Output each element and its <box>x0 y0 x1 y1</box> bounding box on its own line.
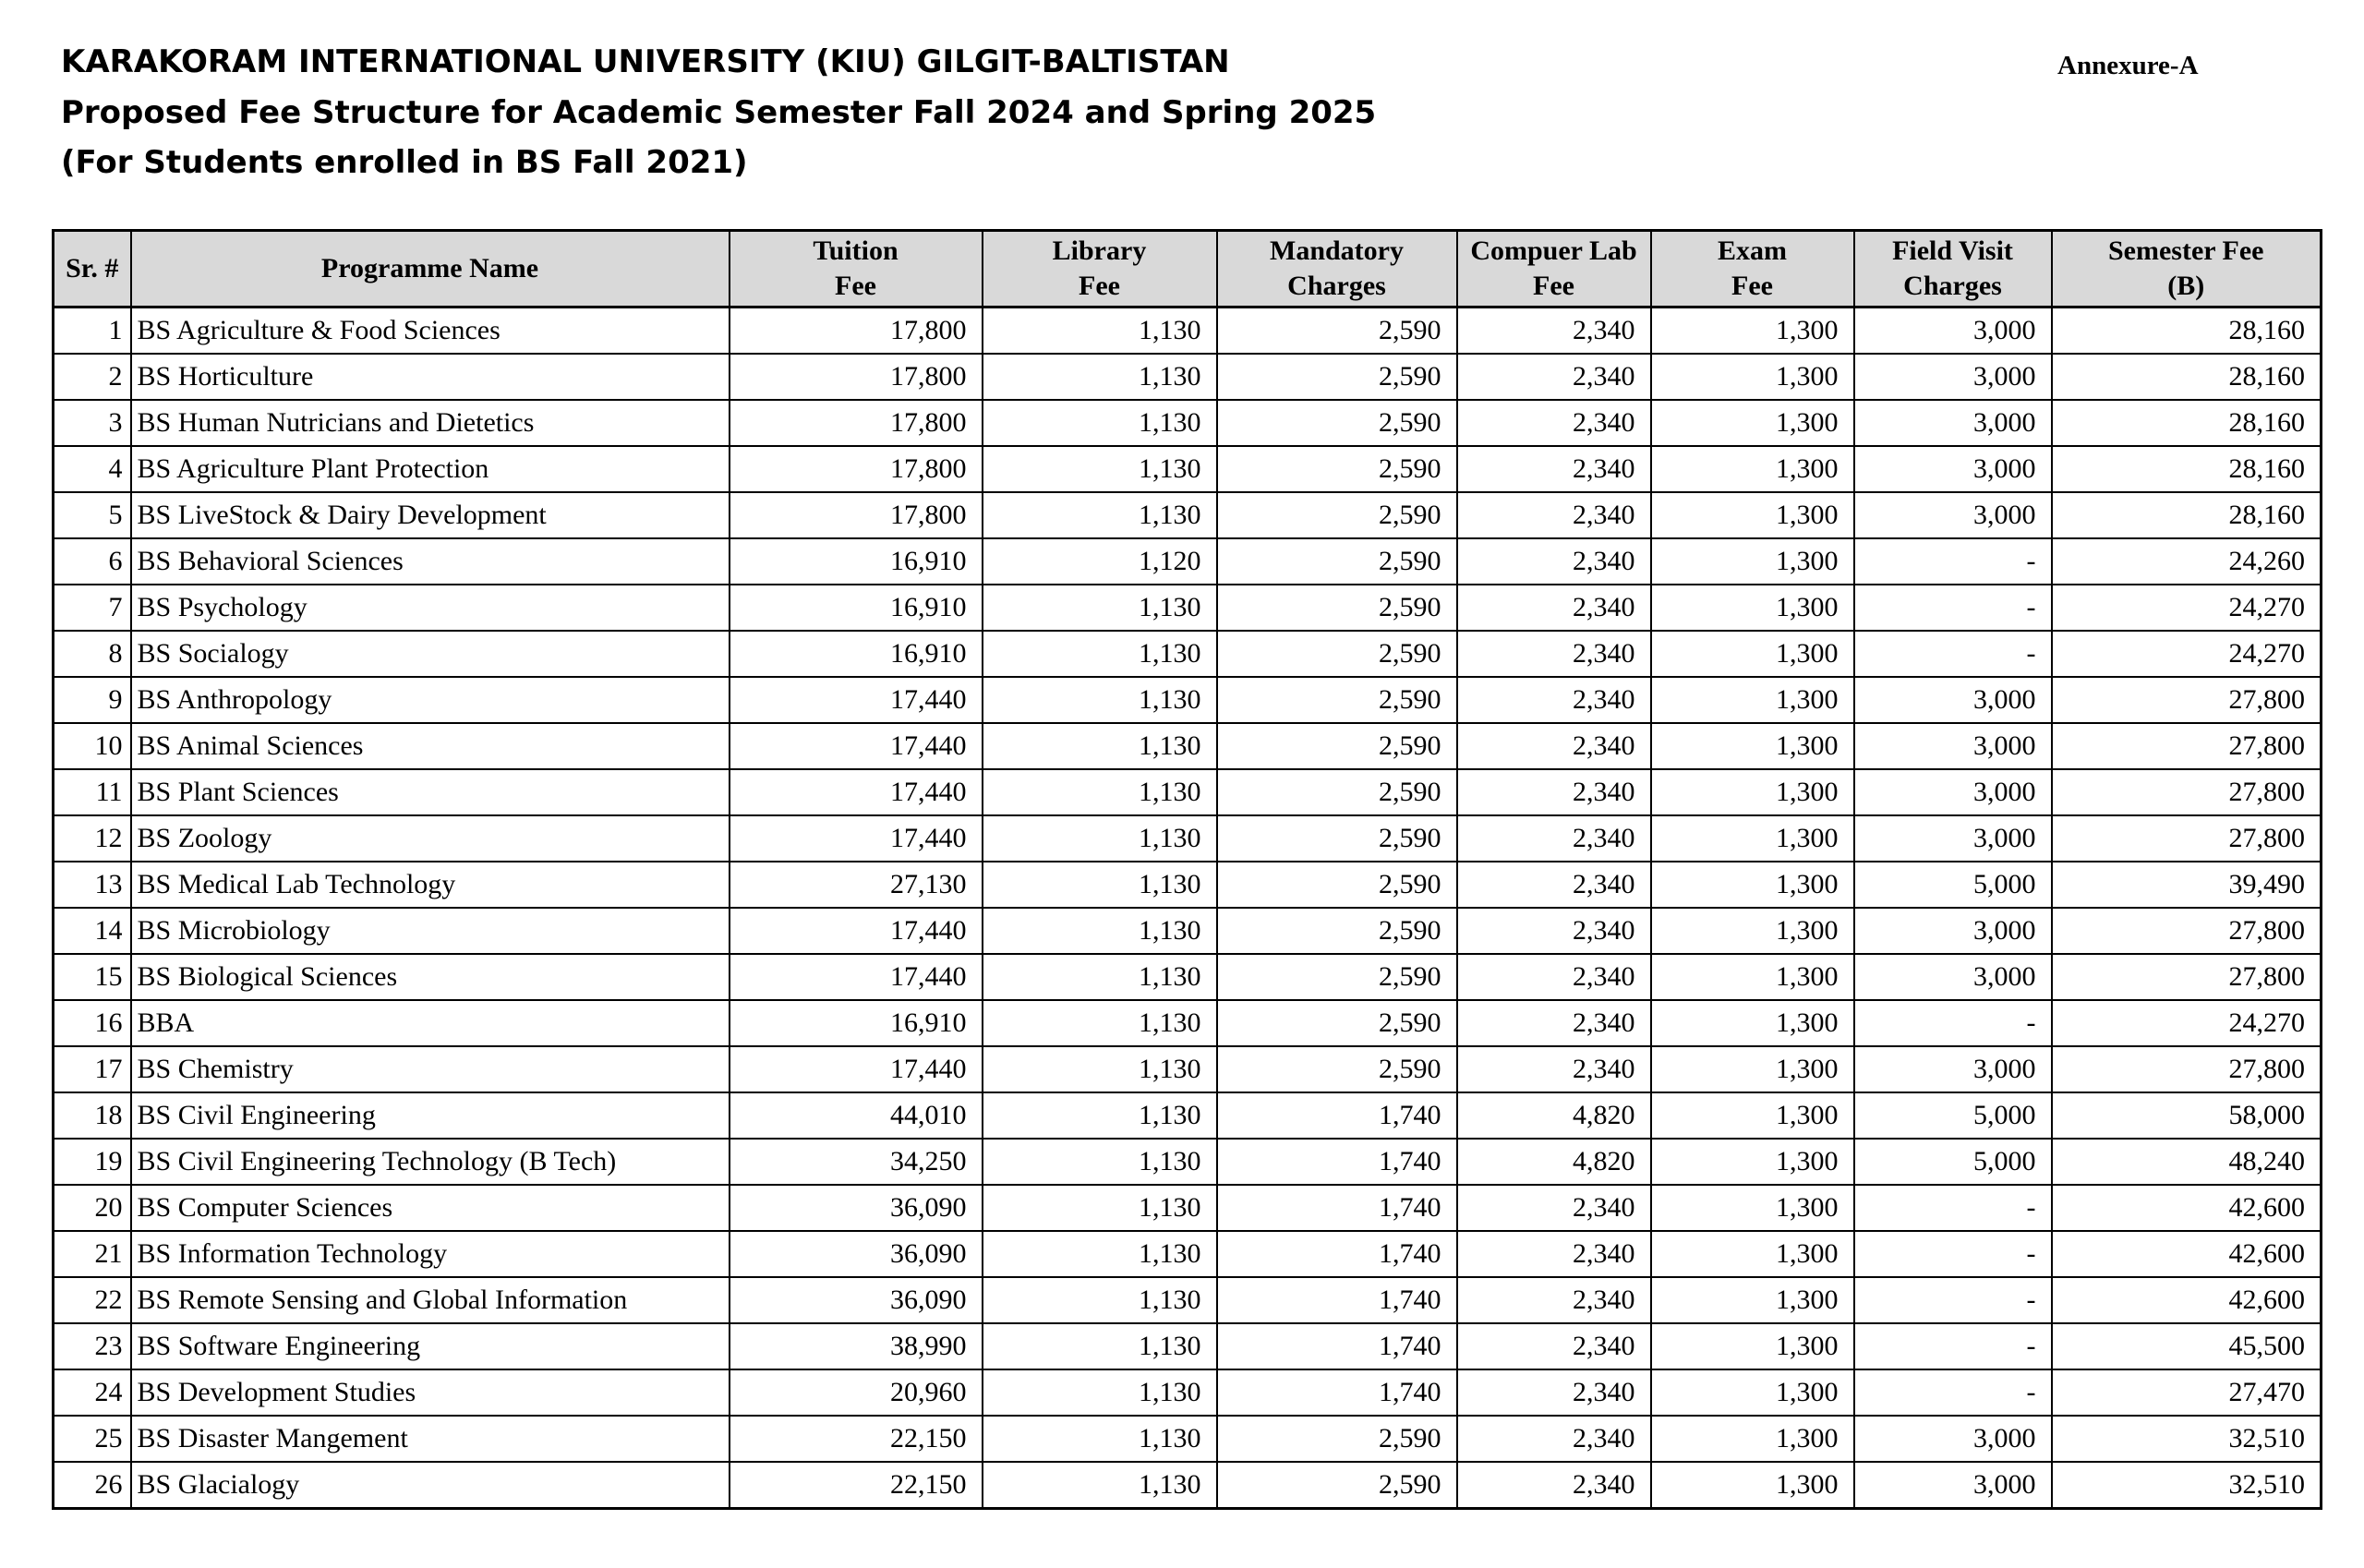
mandatory-charges-cell: 1,740 <box>1217 1092 1457 1139</box>
semester-fee-cell: 27,800 <box>2052 677 2322 723</box>
tuition-fee-cell: 22,150 <box>730 1416 983 1462</box>
field-visit-charges-cell: - <box>1854 631 2052 677</box>
library-fee-cell: 1,130 <box>983 1046 1217 1092</box>
library-fee-cell: 1,130 <box>983 1092 1217 1139</box>
column-header-line: Programme Name <box>320 253 539 283</box>
field-visit-charges-cell: - <box>1854 1323 2052 1369</box>
computer-lab-fee-cell: 2,340 <box>1457 677 1651 723</box>
tuition-fee-cell: 36,090 <box>730 1185 983 1231</box>
mandatory-charges-cell: 2,590 <box>1217 446 1457 492</box>
mandatory-charges-cell: 2,590 <box>1217 538 1457 585</box>
semester-fee-cell: 27,800 <box>2052 954 2322 1000</box>
exam-fee-cell: 1,300 <box>1651 723 1854 769</box>
library-fee-cell: 1,130 <box>983 954 1217 1000</box>
tuition-fee-cell: 17,440 <box>730 1046 983 1092</box>
tuition-fee-cell: 17,440 <box>730 954 983 1000</box>
mandatory-charges-cell: 2,590 <box>1217 862 1457 908</box>
tuition-fee-cell: 17,800 <box>730 308 983 355</box>
programme-name-cell: BS Plant Sciences <box>131 769 730 815</box>
tuition-fee-cell: 16,910 <box>730 538 983 585</box>
document-note: (For Students enrolled in BS Fall 2021) <box>61 144 748 181</box>
semester-fee-cell: 32,510 <box>2052 1462 2322 1509</box>
mandatory-charges-cell: 2,590 <box>1217 400 1457 446</box>
column-header-line: Semester Fee <box>2107 235 2264 266</box>
computer-lab-fee-cell: 2,340 <box>1457 1462 1651 1509</box>
semester-fee-cell: 28,160 <box>2052 354 2322 400</box>
library-fee-cell: 1,130 <box>983 631 1217 677</box>
mandatory-charges-cell: 2,590 <box>1217 908 1457 954</box>
column-header-line: (B) <box>2167 271 2205 301</box>
tuition-fee-cell: 36,090 <box>730 1231 983 1277</box>
sr-cell: 12 <box>54 815 131 862</box>
computer-lab-fee-cell: 2,340 <box>1457 354 1651 400</box>
tuition-fee-cell: 17,440 <box>730 769 983 815</box>
sr-cell: 18 <box>54 1092 131 1139</box>
semester-fee-cell: 28,160 <box>2052 492 2322 538</box>
column-header-mandatory <box>1217 231 1457 308</box>
semester-fee-cell: 42,600 <box>2052 1231 2322 1277</box>
tuition-fee-cell: 44,010 <box>730 1092 983 1139</box>
table-row <box>54 1046 2322 1092</box>
exam-fee-cell: 1,300 <box>1651 585 1854 631</box>
table-row <box>54 631 2322 677</box>
programme-name-cell: BS LiveStock & Dairy Development <box>131 492 730 538</box>
programme-name-cell: BS Horticulture <box>131 354 730 400</box>
computer-lab-fee-cell: 2,340 <box>1457 538 1651 585</box>
library-fee-cell: 1,130 <box>983 354 1217 400</box>
computer-lab-fee-cell: 4,820 <box>1457 1139 1651 1185</box>
programme-name-cell: BS Microbiology <box>131 908 730 954</box>
semester-fee-cell: 28,160 <box>2052 400 2322 446</box>
mandatory-charges-cell: 2,590 <box>1217 815 1457 862</box>
column-header-line: Charges <box>1287 271 1386 301</box>
table-row <box>54 723 2322 769</box>
semester-fee-cell: 27,800 <box>2052 1046 2322 1092</box>
mandatory-charges-cell: 2,590 <box>1217 769 1457 815</box>
tuition-fee-cell: 17,800 <box>730 354 983 400</box>
column-header-line: Fee <box>1533 271 1574 301</box>
library-fee-cell: 1,130 <box>983 1231 1217 1277</box>
column-header-line: Charges <box>1903 271 2002 301</box>
column-header-line: Fee <box>1079 271 1120 301</box>
library-fee-cell: 1,130 <box>983 400 1217 446</box>
sr-cell: 14 <box>54 908 131 954</box>
table-row <box>54 815 2322 862</box>
column-header-exam <box>1651 231 1854 308</box>
sr-cell: 23 <box>54 1323 131 1369</box>
computer-lab-fee-cell: 2,340 <box>1457 308 1651 355</box>
semester-fee-cell: 27,800 <box>2052 769 2322 815</box>
computer-lab-fee-cell: 2,340 <box>1457 815 1651 862</box>
tuition-fee-cell: 17,440 <box>730 677 983 723</box>
sr-cell: 13 <box>54 862 131 908</box>
tuition-fee-cell: 16,910 <box>730 1000 983 1046</box>
table-row <box>54 492 2322 538</box>
field-visit-charges-cell: - <box>1854 585 2052 631</box>
library-fee-cell: 1,130 <box>983 1323 1217 1369</box>
programme-name-cell: BS Human Nutricians and Dietetics <box>131 400 730 446</box>
exam-fee-cell: 1,300 <box>1651 446 1854 492</box>
document-title: KARAKORAM INTERNATIONAL UNIVERSITY (KIU) GILGIT-BALTISTAN <box>61 43 1230 80</box>
programme-name-cell: BS Development Studies <box>131 1369 730 1416</box>
exam-fee-cell: 1,300 <box>1651 815 1854 862</box>
computer-lab-fee-cell: 2,340 <box>1457 585 1651 631</box>
library-fee-cell: 1,130 <box>983 1369 1217 1416</box>
field-visit-charges-cell: 3,000 <box>1854 400 2052 446</box>
column-header-semester-fee <box>2052 231 2322 308</box>
field-visit-charges-cell: 3,000 <box>1854 492 2052 538</box>
semester-fee-cell: 27,800 <box>2052 908 2322 954</box>
computer-lab-fee-cell: 2,340 <box>1457 631 1651 677</box>
semester-fee-cell: 27,470 <box>2052 1369 2322 1416</box>
sr-cell: 3 <box>54 400 131 446</box>
mandatory-charges-cell: 2,590 <box>1217 954 1457 1000</box>
table-row <box>54 908 2322 954</box>
table-row <box>54 954 2322 1000</box>
sr-cell: 8 <box>54 631 131 677</box>
library-fee-cell: 1,120 <box>983 538 1217 585</box>
exam-fee-cell: 1,300 <box>1651 908 1854 954</box>
field-visit-charges-cell: 5,000 <box>1854 1139 2052 1185</box>
computer-lab-fee-cell: 2,340 <box>1457 1369 1651 1416</box>
table-row <box>54 1462 2322 1509</box>
field-visit-charges-cell: 3,000 <box>1854 908 2052 954</box>
tuition-fee-cell: 27,130 <box>730 862 983 908</box>
exam-fee-cell: 1,300 <box>1651 1277 1854 1323</box>
tuition-fee-cell: 17,440 <box>730 908 983 954</box>
library-fee-cell: 1,130 <box>983 815 1217 862</box>
library-fee-cell: 1,130 <box>983 908 1217 954</box>
table-row <box>54 446 2322 492</box>
tuition-fee-cell: 17,440 <box>730 723 983 769</box>
mandatory-charges-cell: 2,590 <box>1217 1046 1457 1092</box>
tuition-fee-cell: 16,910 <box>730 585 983 631</box>
sr-cell: 21 <box>54 1231 131 1277</box>
column-header-field-visit <box>1854 231 2052 308</box>
sr-cell: 7 <box>54 585 131 631</box>
exam-fee-cell: 1,300 <box>1651 1000 1854 1046</box>
mandatory-charges-cell: 2,590 <box>1217 1462 1457 1509</box>
mandatory-charges-cell: 2,590 <box>1217 308 1457 355</box>
programme-name-cell: BS Behavioral Sciences <box>131 538 730 585</box>
table-row <box>54 400 2322 446</box>
column-header-tuition <box>730 231 983 308</box>
exam-fee-cell: 1,300 <box>1651 1185 1854 1231</box>
mandatory-charges-cell: 1,740 <box>1217 1231 1457 1277</box>
semester-fee-cell: 24,270 <box>2052 1000 2322 1046</box>
programme-name-cell: BS Disaster Mangement <box>131 1416 730 1462</box>
table-row <box>54 1231 2322 1277</box>
field-visit-charges-cell: 3,000 <box>1854 769 2052 815</box>
semester-fee-cell: 28,160 <box>2052 308 2322 355</box>
library-fee-cell: 1,130 <box>983 677 1217 723</box>
table-row <box>54 585 2322 631</box>
programme-name-cell: BS Civil Engineering Technology (B Tech) <box>131 1139 730 1185</box>
mandatory-charges-cell: 1,740 <box>1217 1277 1457 1323</box>
table-row <box>54 1092 2322 1139</box>
library-fee-cell: 1,130 <box>983 1185 1217 1231</box>
table-row <box>54 1277 2322 1323</box>
mandatory-charges-cell: 1,740 <box>1217 1185 1457 1231</box>
column-header-line: Library <box>1052 235 1147 266</box>
mandatory-charges-cell: 1,740 <box>1217 1323 1457 1369</box>
computer-lab-fee-cell: 2,340 <box>1457 1277 1651 1323</box>
tuition-fee-cell: 17,440 <box>730 815 983 862</box>
sr-cell: 15 <box>54 954 131 1000</box>
computer-lab-fee-cell: 2,340 <box>1457 446 1651 492</box>
sr-cell: 24 <box>54 1369 131 1416</box>
semester-fee-cell: 48,240 <box>2052 1139 2322 1185</box>
mandatory-charges-cell: 1,740 <box>1217 1369 1457 1416</box>
table-row <box>54 1185 2322 1231</box>
semester-fee-cell: 45,500 <box>2052 1323 2322 1369</box>
exam-fee-cell: 1,300 <box>1651 1369 1854 1416</box>
semester-fee-cell: 28,160 <box>2052 446 2322 492</box>
table-row <box>54 1416 2322 1462</box>
field-visit-charges-cell: 3,000 <box>1854 354 2052 400</box>
column-header-library <box>983 231 1217 308</box>
mandatory-charges-cell: 2,590 <box>1217 723 1457 769</box>
exam-fee-cell: 1,300 <box>1651 631 1854 677</box>
semester-fee-cell: 39,490 <box>2052 862 2322 908</box>
computer-lab-fee-cell: 2,340 <box>1457 1416 1651 1462</box>
field-visit-charges-cell: 3,000 <box>1854 446 2052 492</box>
exam-fee-cell: 1,300 <box>1651 308 1854 355</box>
computer-lab-fee-cell: 2,340 <box>1457 1185 1651 1231</box>
field-visit-charges-cell: 3,000 <box>1854 815 2052 862</box>
programme-name-cell: BS Information Technology <box>131 1231 730 1277</box>
exam-fee-cell: 1,300 <box>1651 1323 1854 1369</box>
semester-fee-cell: 24,270 <box>2052 585 2322 631</box>
library-fee-cell: 1,130 <box>983 769 1217 815</box>
exam-fee-cell: 1,300 <box>1651 1046 1854 1092</box>
fee-structure-table <box>52 229 2322 1510</box>
exam-fee-cell: 1,300 <box>1651 1462 1854 1509</box>
library-fee-cell: 1,130 <box>983 1277 1217 1323</box>
table-row <box>54 538 2322 585</box>
field-visit-charges-cell: 3,000 <box>1854 1416 2052 1462</box>
semester-fee-cell: 27,800 <box>2052 723 2322 769</box>
field-visit-charges-cell: 3,000 <box>1854 723 2052 769</box>
field-visit-charges-cell: 5,000 <box>1854 862 2052 908</box>
field-visit-charges-cell: 3,000 <box>1854 308 2052 355</box>
computer-lab-fee-cell: 2,340 <box>1457 492 1651 538</box>
library-fee-cell: 1,130 <box>983 1139 1217 1185</box>
table-row <box>54 769 2322 815</box>
computer-lab-fee-cell: 2,340 <box>1457 1323 1651 1369</box>
exam-fee-cell: 1,300 <box>1651 677 1854 723</box>
sr-cell: 2 <box>54 354 131 400</box>
library-fee-cell: 1,130 <box>983 1000 1217 1046</box>
sr-cell: 19 <box>54 1139 131 1185</box>
mandatory-charges-cell: 2,590 <box>1217 1000 1457 1046</box>
field-visit-charges-cell: 5,000 <box>1854 1092 2052 1139</box>
annexure-label: Annexure-A <box>2057 51 2199 80</box>
field-visit-charges-cell: - <box>1854 1369 2052 1416</box>
sr-cell: 5 <box>54 492 131 538</box>
sr-cell: 22 <box>54 1277 131 1323</box>
column-header-line: Fee <box>835 271 876 301</box>
library-fee-cell: 1,130 <box>983 446 1217 492</box>
table-header-row <box>54 231 2322 308</box>
sr-cell: 4 <box>54 446 131 492</box>
column-header-line: Mandatory <box>1270 235 1404 266</box>
computer-lab-fee-cell: 2,340 <box>1457 400 1651 446</box>
tuition-fee-cell: 17,800 <box>730 446 983 492</box>
programme-name-cell: BS Agriculture & Food Sciences <box>131 308 730 355</box>
tuition-fee-cell: 36,090 <box>730 1277 983 1323</box>
sr-cell: 26 <box>54 1462 131 1509</box>
field-visit-charges-cell: - <box>1854 1000 2052 1046</box>
library-fee-cell: 1,130 <box>983 1462 1217 1509</box>
table-row <box>54 862 2322 908</box>
programme-name-cell: BS Chemistry <box>131 1046 730 1092</box>
semester-fee-cell: 58,000 <box>2052 1092 2322 1139</box>
column-header-line: Exam <box>1718 235 1787 266</box>
exam-fee-cell: 1,300 <box>1651 769 1854 815</box>
programme-name-cell: BS Civil Engineering <box>131 1092 730 1139</box>
computer-lab-fee-cell: 2,340 <box>1457 1000 1651 1046</box>
programme-name-cell: BBA <box>131 1000 730 1046</box>
programme-name-cell: BS Software Engineering <box>131 1323 730 1369</box>
field-visit-charges-cell: 3,000 <box>1854 677 2052 723</box>
computer-lab-fee-cell: 2,340 <box>1457 723 1651 769</box>
mandatory-charges-cell: 2,590 <box>1217 1416 1457 1462</box>
computer-lab-fee-cell: 2,340 <box>1457 908 1651 954</box>
semester-fee-cell: 32,510 <box>2052 1416 2322 1462</box>
mandatory-charges-cell: 2,590 <box>1217 492 1457 538</box>
exam-fee-cell: 1,300 <box>1651 1139 1854 1185</box>
document-subtitle: Proposed Fee Structure for Academic Semester Fall 2024 and Spring 2025 <box>61 94 1377 131</box>
programme-name-cell: BS Computer Sciences <box>131 1185 730 1231</box>
library-fee-cell: 1,130 <box>983 585 1217 631</box>
tuition-fee-cell: 17,800 <box>730 400 983 446</box>
field-visit-charges-cell: 3,000 <box>1854 954 2052 1000</box>
tuition-fee-cell: 22,150 <box>730 1462 983 1509</box>
tuition-fee-cell: 17,800 <box>730 492 983 538</box>
semester-fee-cell: 42,600 <box>2052 1277 2322 1323</box>
column-header-line: Field Visit <box>1892 235 2013 266</box>
sr-cell: 1 <box>54 308 131 355</box>
table-row <box>54 1323 2322 1369</box>
computer-lab-fee-cell: 2,340 <box>1457 1046 1651 1092</box>
programme-name-cell: BS Remote Sensing and Global Information <box>131 1277 730 1323</box>
sr-cell: 25 <box>54 1416 131 1462</box>
tuition-fee-cell: 20,960 <box>730 1369 983 1416</box>
exam-fee-cell: 1,300 <box>1651 400 1854 446</box>
semester-fee-cell: 42,600 <box>2052 1185 2322 1231</box>
library-fee-cell: 1,130 <box>983 1416 1217 1462</box>
column-header-line: Tuition <box>813 235 899 266</box>
tuition-fee-cell: 38,990 <box>730 1323 983 1369</box>
mandatory-charges-cell: 2,590 <box>1217 354 1457 400</box>
table-row <box>54 354 2322 400</box>
column-header-line: Compuer Lab <box>1470 235 1637 266</box>
sr-cell: 11 <box>54 769 131 815</box>
semester-fee-cell: 24,270 <box>2052 631 2322 677</box>
column-header-computer-lab <box>1457 231 1651 308</box>
table-row <box>54 677 2322 723</box>
computer-lab-fee-cell: 4,820 <box>1457 1092 1651 1139</box>
field-visit-charges-cell: 3,000 <box>1854 1462 2052 1509</box>
sr-cell: 20 <box>54 1185 131 1231</box>
semester-fee-cell: 27,800 <box>2052 815 2322 862</box>
exam-fee-cell: 1,300 <box>1651 862 1854 908</box>
computer-lab-fee-cell: 2,340 <box>1457 954 1651 1000</box>
exam-fee-cell: 1,300 <box>1651 1231 1854 1277</box>
sr-cell: 17 <box>54 1046 131 1092</box>
programme-name-cell: BS Zoology <box>131 815 730 862</box>
field-visit-charges-cell: - <box>1854 1231 2052 1277</box>
field-visit-charges-cell: 3,000 <box>1854 1046 2052 1092</box>
table-row <box>54 1000 2322 1046</box>
tuition-fee-cell: 34,250 <box>730 1139 983 1185</box>
mandatory-charges-cell: 2,590 <box>1217 631 1457 677</box>
programme-name-cell: BS Agriculture Plant Protection <box>131 446 730 492</box>
sr-cell: 16 <box>54 1000 131 1046</box>
library-fee-cell: 1,130 <box>983 308 1217 355</box>
programme-name-cell: BS Psychology <box>131 585 730 631</box>
fee-table-body <box>54 308 2322 1509</box>
field-visit-charges-cell: - <box>1854 1277 2052 1323</box>
column-header-programme <box>131 231 730 308</box>
computer-lab-fee-cell: 2,340 <box>1457 862 1651 908</box>
programme-name-cell: BS Glacialogy <box>131 1462 730 1509</box>
exam-fee-cell: 1,300 <box>1651 492 1854 538</box>
computer-lab-fee-cell: 2,340 <box>1457 769 1651 815</box>
tuition-fee-cell: 16,910 <box>730 631 983 677</box>
column-header-line: Fee <box>1731 271 1773 301</box>
exam-fee-cell: 1,300 <box>1651 954 1854 1000</box>
field-visit-charges-cell: - <box>1854 1185 2052 1231</box>
exam-fee-cell: 1,300 <box>1651 354 1854 400</box>
table-row <box>54 308 2322 355</box>
library-fee-cell: 1,130 <box>983 492 1217 538</box>
sr-cell: 9 <box>54 677 131 723</box>
programme-name-cell: BS Animal Sciences <box>131 723 730 769</box>
field-visit-charges-cell: - <box>1854 538 2052 585</box>
column-header-line: Sr. # <box>66 253 119 283</box>
column-header-sr <box>54 231 131 308</box>
library-fee-cell: 1,130 <box>983 723 1217 769</box>
mandatory-charges-cell: 2,590 <box>1217 585 1457 631</box>
computer-lab-fee-cell: 2,340 <box>1457 1231 1651 1277</box>
exam-fee-cell: 1,300 <box>1651 1092 1854 1139</box>
library-fee-cell: 1,130 <box>983 862 1217 908</box>
mandatory-charges-cell: 2,590 <box>1217 677 1457 723</box>
programme-name-cell: BS Socialogy <box>131 631 730 677</box>
programme-name-cell: BS Biological Sciences <box>131 954 730 1000</box>
table-row <box>54 1369 2322 1416</box>
table-row <box>54 1139 2322 1185</box>
semester-fee-cell: 24,260 <box>2052 538 2322 585</box>
programme-name-cell: BS Anthropology <box>131 677 730 723</box>
programme-name-cell: BS Medical Lab Technology <box>131 862 730 908</box>
exam-fee-cell: 1,300 <box>1651 538 1854 585</box>
exam-fee-cell: 1,300 <box>1651 1416 1854 1462</box>
sr-cell: 6 <box>54 538 131 585</box>
mandatory-charges-cell: 1,740 <box>1217 1139 1457 1185</box>
sr-cell: 10 <box>54 723 131 769</box>
